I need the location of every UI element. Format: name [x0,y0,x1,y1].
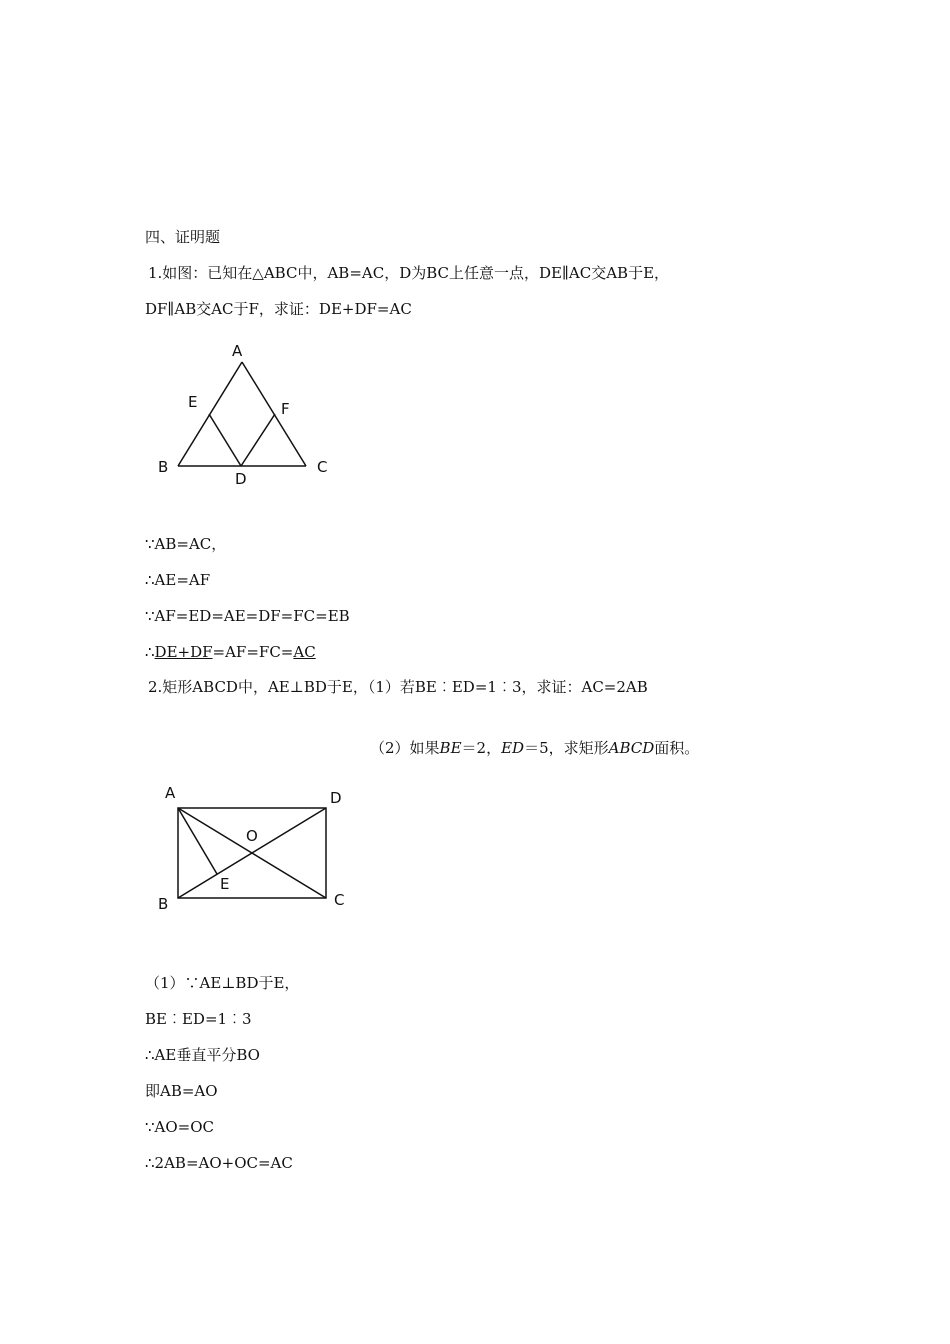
problem1-proof-step2: ∴AE=AF [145,571,211,589]
problem1-proof-step4 [145,642,316,662]
q2-be: BE [439,739,462,757]
problem2-statement-line1: 2.矩形ABCD中，AE⊥BD于E，（1）若BE︰ED=1︰3，求证：AC=2AB [148,678,648,696]
problem2-proof-step1: （1）∵AE⊥BD于E， [145,974,300,992]
label-A: A [232,342,243,360]
segment-AE [178,808,217,874]
therefore-symbol: ∴ [145,643,155,661]
problem1-statement-line2: DF∥AB交AC于F，求证：DE+DF=AC [145,300,412,318]
underlined-de-df: DE+DF [154,643,213,661]
triangle-figure [150,338,350,488]
q2-prefix: （2）如果 [370,739,440,757]
rectangle-figure [150,780,360,915]
label-D: D [330,789,342,807]
problem2-proof-step2: BE︰ED=1︰3 [145,1010,252,1028]
segment-AB [178,362,242,466]
label-B: B [158,458,169,476]
label-A: A [165,784,176,802]
problem1-proof-step1: ∵AB=AC， [145,535,227,553]
segment-DE [209,414,241,466]
label-O: O [246,827,258,845]
q2-suffix: 面积。 [654,739,700,757]
q2-mid2: ＝5，求矩形 [524,739,609,757]
label-C: C [334,891,345,909]
equals-chain: =AF=FC= [212,643,294,661]
label-E: E [220,875,230,893]
problem2-proof-step5: ∵AO=OC [145,1118,215,1136]
q2-abcd: ABCD [608,739,655,757]
problem2-proof-step3: ∴AE垂直平分BO [145,1046,260,1064]
segment-DF [241,414,275,466]
label-F: F [281,400,290,418]
section-title: 四、证明题 [145,228,221,246]
underlined-ac: AC [293,643,316,661]
q2-ed: ED [501,739,525,757]
label-C: C [317,458,328,476]
problem2-proof-step6: ∴2AB=AO+OC=AC [145,1154,293,1172]
problem2-proof-step4: 即AB=AO [145,1082,218,1100]
q2-mid1: ＝2， [461,739,502,757]
label-D: D [235,470,247,488]
label-B: B [158,895,169,913]
label-E: E [188,393,198,411]
problem1-statement-line1: 1.如图：已知在△ABC中，AB=AC，D为BC上任意一点，DE∥AC交AB于E， [148,264,670,282]
problem1-proof-step3: ∵AF=ED=AE=DF=FC=EB [145,607,350,625]
problem2-statement-line2 [370,738,699,758]
